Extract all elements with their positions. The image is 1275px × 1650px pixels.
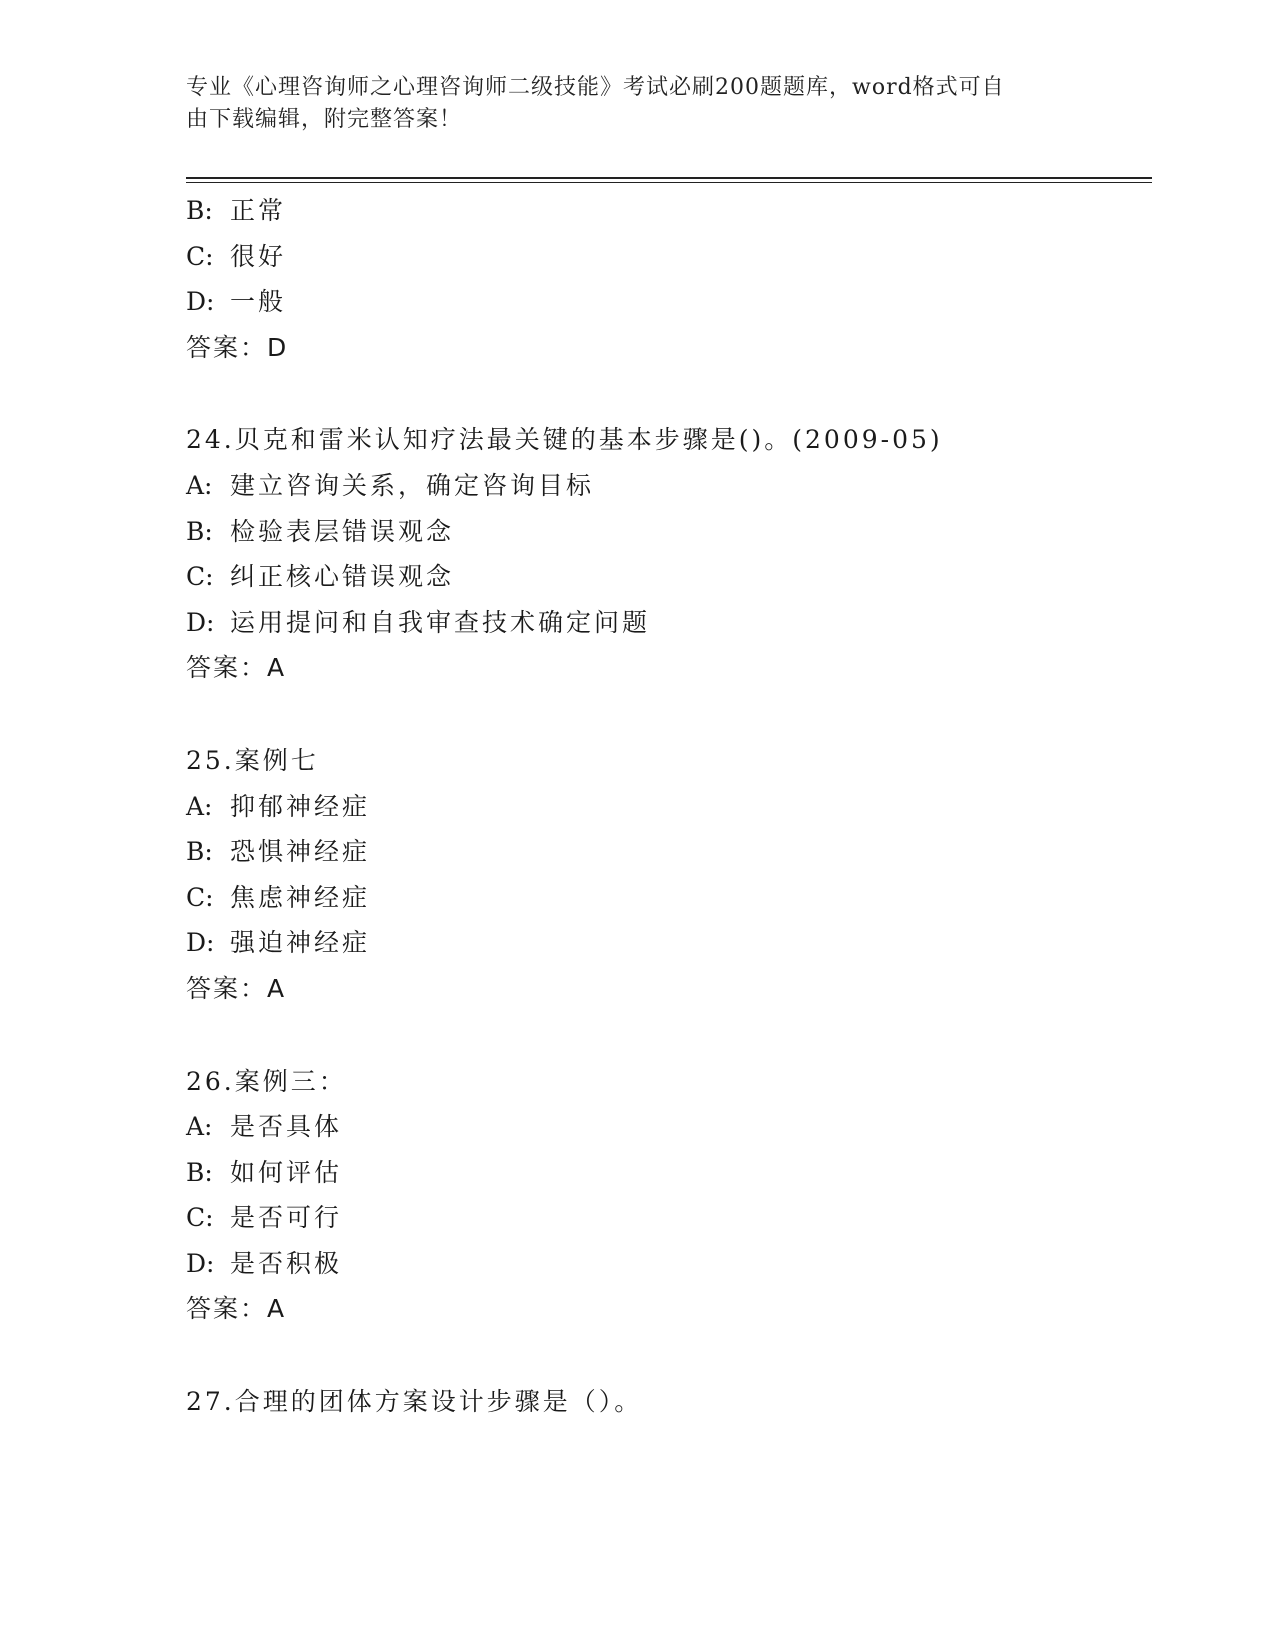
option-c: C: 是否可行 [186,1203,343,1233]
question-text: 25.案例七 [186,745,319,775]
header-line-2: 由下载编辑，附完整答案！ [186,107,463,132]
question-text: 27.合理的团体方案设计步骤是（）。 [186,1387,643,1417]
header-rule-thin [186,182,1152,183]
question-text: 26.案例三： [186,1066,347,1096]
option-b: B: 如何评估 [186,1157,343,1187]
option-a: A: 建立咨询关系，确定咨询目标 [186,470,595,500]
option-c: C: 很好 [186,241,287,271]
option-b: B: 检验表层错误观念 [186,516,455,546]
option-c: C: 焦虑神经症 [186,882,371,912]
header-line-1: 专业《心理咨询师之心理咨询师二级技能》考试必刷200题题库，word格式可自 [186,75,1005,100]
question-26 [186,1059,1146,1333]
option-b: B: 恐惧神经症 [186,837,371,867]
option-c: C: 纠正核心错误观念 [186,562,455,592]
option-d: D: 一般 [186,287,287,317]
answer-line: 答案：A [186,973,287,1003]
option-a: A: 是否具体 [186,1112,343,1142]
question-27 [186,1379,1146,1425]
option-d: D: 是否积极 [186,1248,343,1278]
question-list [186,188,1146,1425]
answer-line: 答案：A [186,1294,287,1324]
question-23 [186,188,1146,370]
option-a: A: 抑郁神经症 [186,791,371,821]
question-25 [186,738,1146,1012]
option-d: D: 强迫神经症 [186,928,371,958]
header-rule-thick [186,177,1152,179]
option-b: B: 正常 [186,196,287,225]
answer-line: 答案：A [186,653,287,683]
document-header [186,72,1066,136]
answer-line: 答案：D [186,332,289,362]
question-24 [186,417,1146,691]
question-text: 24.贝克和雷米认知疗法最关键的基本步骤是()。(2009-05) [186,425,943,455]
option-d: D: 运用提问和自我审查技术确定问题 [186,607,651,637]
